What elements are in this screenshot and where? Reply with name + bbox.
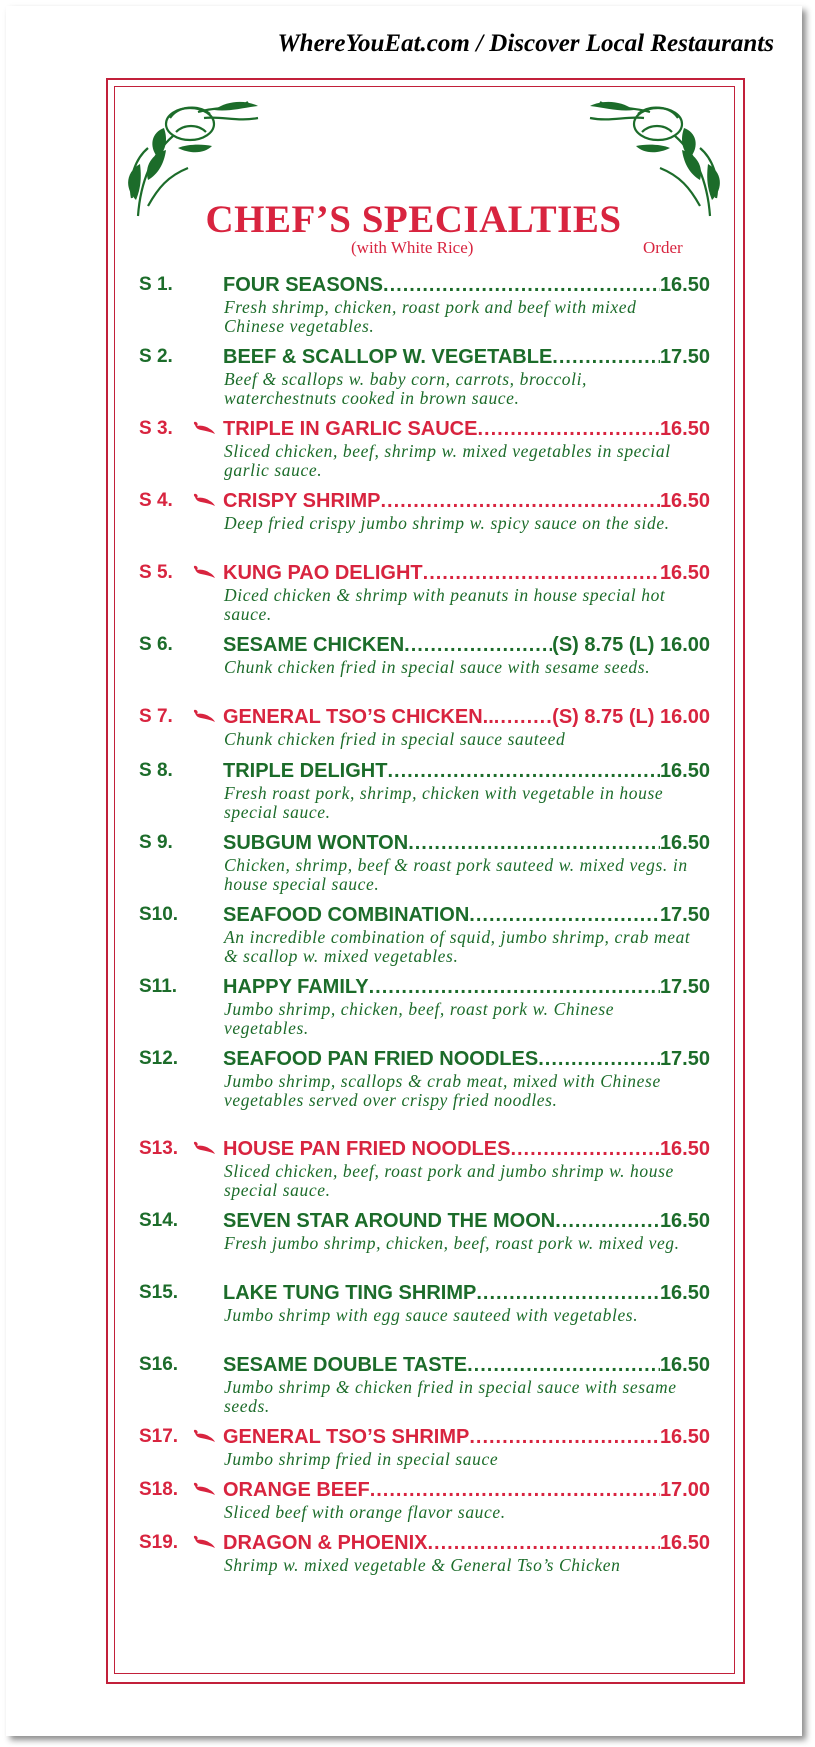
item-name: CRISPY SHRIMP [223,490,381,512]
item-number: S14. [139,1210,179,1231]
item-description: Chunk chicken fried in special sauce with sesame seeds. [224,657,651,677]
dot-leader [510,1138,660,1161]
item-title-line [223,634,710,657]
item-title-line [223,832,710,855]
chili-pepper-icon [192,1141,216,1155]
item-name: GENERAL TSO’S SHRIMP [223,1426,470,1448]
item-number: S 8. [139,760,173,781]
item-price: 16.50 [659,1210,710,1232]
item-title-line [223,1048,710,1071]
item-description: Jumbo shrimp, scallops & crab meat, mixed with Chinese vegetables served over crispy fried noodles. [224,1071,661,1110]
item-description: Beef & scallops w. baby corn, carrots, broccoli, waterchestnuts cooked in brown sauce. [224,369,588,408]
dot-leader [469,904,660,927]
item-title-line [223,346,710,369]
dot-leader [476,1282,660,1305]
item-price: 16.50 [659,418,710,440]
chili-pepper-icon [192,421,216,435]
item-price: 17.00 [659,1479,710,1501]
item-price: 16.50 [659,1282,710,1304]
dot-leader [477,418,659,441]
item-name: GENERAL TSO’S CHICKEN.. [223,706,494,728]
dot-leader [370,1479,660,1502]
item-title-line [223,1210,710,1233]
item-description: Sliced beef with orange flavor sauce. [224,1502,506,1522]
chili-pepper-icon [192,565,216,579]
item-number: S12. [139,1048,179,1069]
dot-leader [369,976,660,999]
item-description: Jumbo shrimp fried in special sauce [224,1449,499,1469]
dot-leader [555,1210,660,1233]
item-title-line [223,1532,710,1555]
item-title-line [223,760,710,783]
item-description: Fresh shrimp, chicken, roast pork and beef with mixed Chinese vegetables. [224,297,637,336]
dot-leader [467,1354,660,1377]
menu-subtitle: (with White Rice) [351,238,474,257]
item-name: BEEF & SCALLOP W. VEGETABLE [223,346,553,368]
item-description: Deep fried crispy jumbo shrimp w. spicy sauce on the side. [224,513,670,533]
item-number: S19. [139,1532,179,1553]
dot-leader [387,760,659,783]
item-description: Diced chicken & shrimp with peanuts in house special hot sauce. [224,585,666,624]
item-number: S 5. [139,562,173,583]
item-price: 17.50 [659,904,710,926]
item-description: Jumbo shrimp with egg sauce sauteed with vegetables. [224,1305,639,1325]
item-description: Jumbo shrimp & chicken fried in special sauce with sesame seeds. [224,1377,677,1416]
item-price: 17.50 [659,1048,710,1070]
chili-pepper-icon [192,1482,216,1496]
dot-leader [427,1532,659,1555]
dot-leader [404,634,552,657]
item-name: HAPPY FAMILY [223,976,369,998]
item-name: HOUSE PAN FRIED NOODLES [223,1138,511,1160]
item-number: S 2. [139,346,173,367]
dot-leader [538,1048,660,1071]
chili-pepper-icon [192,1535,216,1549]
item-title-line [223,418,710,441]
item-title-line [223,904,710,927]
order-column-label: Order [643,238,683,257]
item-number: S10. [139,904,179,925]
item-name: LAKE TUNG TING SHRIMP [223,1282,477,1304]
item-number: S13. [139,1138,179,1159]
item-title-line [223,490,710,513]
site-header: WhereYouEat.com / Discover Local Restaurants [277,30,774,57]
dot-leader [552,346,660,369]
item-number: S 9. [139,832,173,853]
chili-pepper-icon [192,709,216,723]
dot-leader [469,1426,660,1449]
dot-leader [408,832,660,855]
item-name: SEAFOOD PAN FRIED NOODLES [223,1048,539,1070]
item-number: S 3. [139,418,173,439]
dot-leader [494,706,552,729]
item-name: KUNG PAO DELIGHT [223,562,423,584]
item-price: 17.50 [659,976,710,998]
item-name: DRAGON & PHOENIX [223,1532,428,1554]
item-title-line [223,1426,710,1449]
dot-leader [380,490,659,513]
menu-title: CHEF’S SPECIALTIES [205,198,622,241]
item-title-line [223,1282,710,1305]
item-price: 16.50 [659,832,710,854]
item-number: S18. [139,1479,179,1500]
item-name: TRIPLE IN GARLIC SAUCE [223,418,478,440]
item-price: 16.50 [659,490,710,512]
item-price: 16.50 [659,1354,710,1376]
menu-sheet [6,6,802,1736]
item-description: Chicken, shrimp, beef & roast pork sauteed w. mixed vegs. in house special sauce. [224,855,688,894]
item-description: Fresh roast pork, shrimp, chicken with vegetable in house special sauce. [224,783,664,822]
item-price: 17.50 [659,346,710,368]
item-description: Jumbo shrimp, chicken, beef, roast pork w. Chinese vegetables. [224,999,615,1038]
item-name: SEAFOOD COMBINATION [223,904,470,926]
item-price: 16.50 [659,1426,710,1448]
item-number: S 7. [139,706,173,727]
item-title-line [223,706,710,729]
dot-leader [383,274,660,297]
item-name: TRIPLE DELIGHT [223,760,388,782]
item-description: Shrimp w. mixed vegetable & General Tso’s Chicken [224,1555,621,1575]
item-price: (S) 8.75 (L) 16.00 [552,706,710,728]
item-name: SUBGUM WONTON [223,832,409,854]
item-name: SEVEN STAR AROUND THE MOON [223,1210,556,1232]
item-description: Fresh jumbo shrimp, chicken, beef, roast pork w. mixed veg. [224,1233,680,1253]
item-description: Sliced chicken, beef, roast pork and jumbo shrimp w. house special sauce. [224,1161,674,1200]
item-number: S16. [139,1354,179,1375]
item-name: SESAME CHICKEN [223,634,405,656]
item-price: (S) 8.75 (L) 16.00 [552,634,710,656]
item-description: An incredible combination of squid, jumbo shrimp, crab meat & scallop w. mixed vegetables. [224,927,691,966]
item-number: S 4. [139,490,173,511]
item-number: S15. [139,1282,179,1303]
item-title-line [223,274,710,297]
item-title-line [223,562,710,585]
item-name: SESAME DOUBLE TASTE [223,1354,468,1376]
item-number: S17. [139,1426,179,1447]
item-description: Chunk chicken fried in special sauce sauteed [224,729,566,749]
chili-pepper-icon [192,493,216,507]
item-title-line [223,1479,710,1502]
item-description: Sliced chicken, beef, shrimp w. mixed vegetables in special garlic sauce. [224,441,671,480]
item-price: 16.50 [659,1138,710,1160]
item-price: 16.50 [659,274,710,296]
item-name: ORANGE BEEF [223,1479,370,1501]
item-number: S 1. [139,274,173,295]
item-price: 16.50 [659,760,710,782]
item-number: S 6. [139,634,173,655]
item-price: 16.50 [659,562,710,584]
chili-pepper-icon [192,1429,216,1443]
dot-leader [423,562,660,585]
item-title-line [223,976,710,999]
item-title-line [223,1354,710,1377]
item-price: 16.50 [659,1532,710,1554]
item-title-line [223,1138,710,1161]
item-name: FOUR SEASONS [223,274,384,296]
item-number: S11. [139,976,178,997]
